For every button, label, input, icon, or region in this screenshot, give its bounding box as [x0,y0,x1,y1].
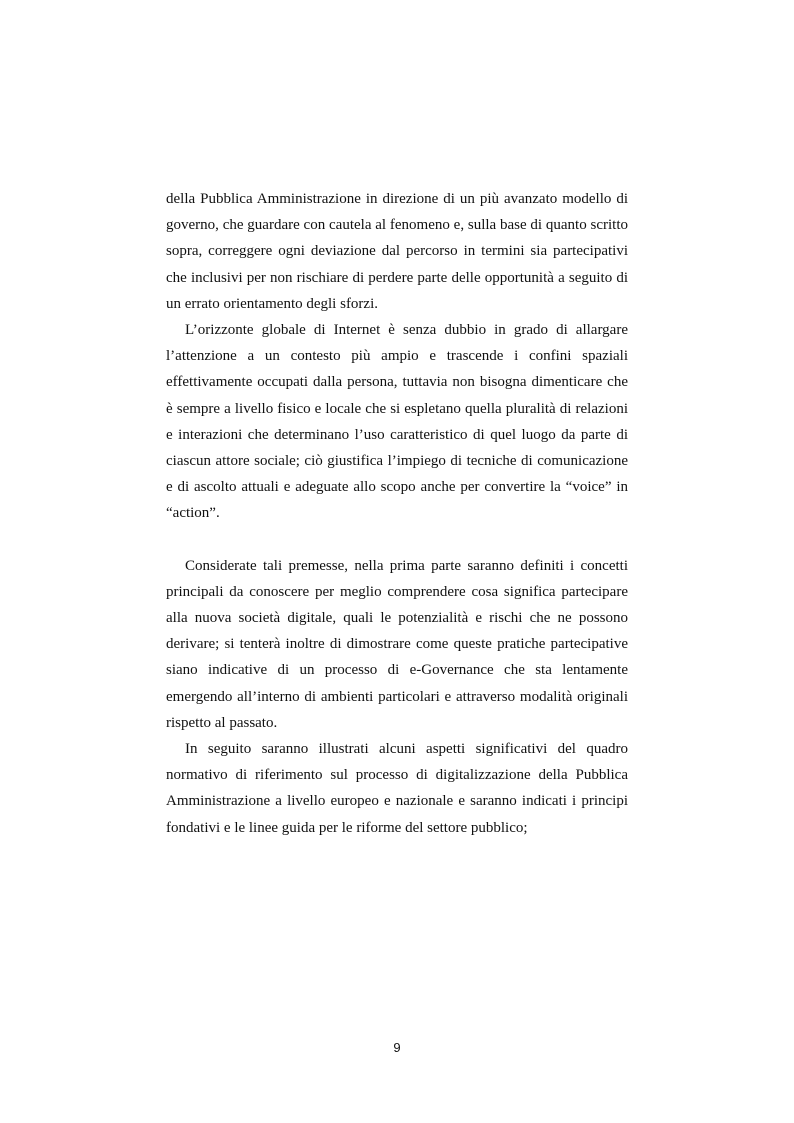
paragraph-4: In seguito saranno illustrati alcuni aspetti significativi del quadro normativo di riferimento sul processo di digitalizzazione della Pubblica Amministrazione a livello europeo e nazionale e saranno indicati i principi fondativi e le linee guida per le riforme del settore pubblico; [166,741,628,836]
body-text [166,186,628,841]
paragraph-2: L’orizzonte globale di Internet è senza dubbio in grado di allargare l’attenzione a un contesto più ampio e trascende i confini spaziali effettivamente occupati dalla persona, tuttavia non bisogna dimenticare che è sempre a livello fisico e locale che si espletano quella pluralità di relazioni e interazioni che determinano l’uso caratteristico di quel luogo da parte di ciascun attore sociale; ciò giustifica l’impiego di tecniche di comunicazione e di ascolto attuali e adeguate allo scopo anche per convertire la “voice” in “action”. [166,322,628,522]
paragraph-3: Considerate tali premesse, nella prima parte saranno definiti i concetti principali da conoscere per meglio comprendere cosa significa partecipare alla nuova società digitale, quali le potenzialità e rischi che ne possono derivare; si tenterà inoltre di dimostrare come queste pratiche partecipative siano indicative di un processo di e-Governance che sta lentamente emergendo all’interno di ambienti particolari e attraverso modalità originali rispetto al passato. [166,557,628,731]
page-number: 9 [393,1040,401,1055]
paragraph-1: della Pubblica Amministrazione in direzione di un più avanzato modello di governo, che guardare con cautela al fenomeno e, sulla base di quanto scritto sopra, correggere ogni deviazione dal percorso in termini sia partecipativi che inclusivi per non rischiare di perdere parte delle opportunità a seguito di un errato orientamento degli sforzi. [166,191,628,312]
paragraph-gap [166,527,628,553]
